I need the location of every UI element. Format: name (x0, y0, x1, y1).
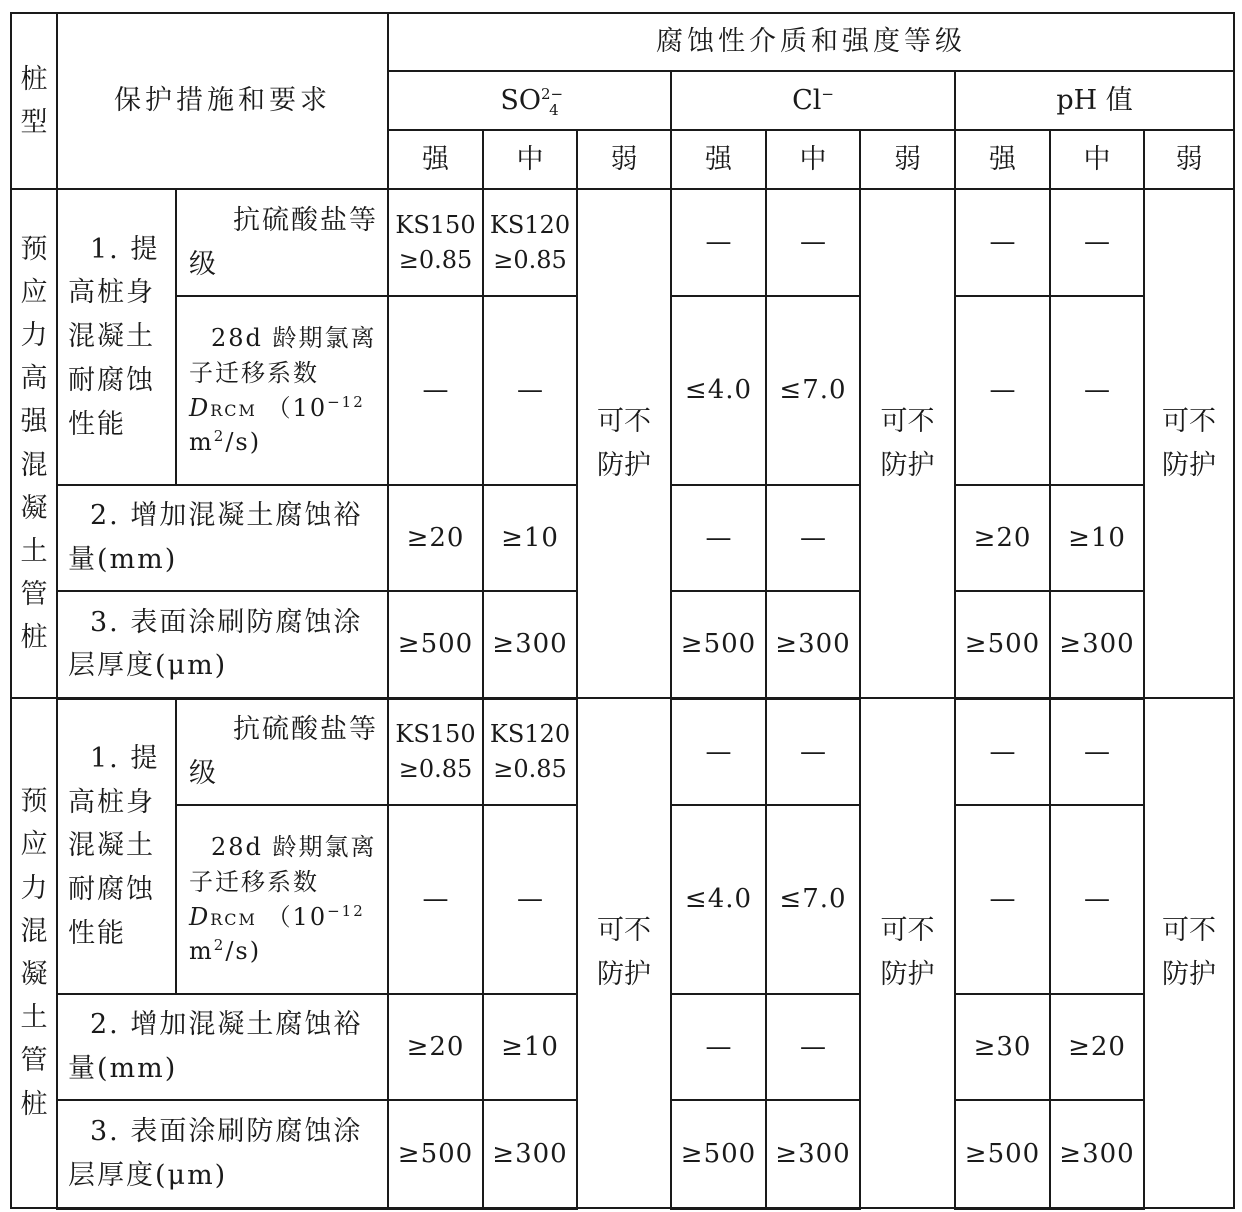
s2-allowance-so4-strong: ≥20 (388, 994, 483, 1100)
s1-cl-weak: 可不防护 (860, 189, 955, 698)
header-measures: 保护措施和要求 (57, 13, 388, 189)
header-cl: Cl− (671, 71, 955, 130)
s1-coating-so4-strong: ≥500 (388, 591, 483, 698)
s1-sulfate-ph-strong: — (955, 189, 1050, 296)
s1-so4-weak: 可不防护 (577, 189, 671, 698)
s1-sulfate-cl-medium: — (766, 189, 860, 296)
grade-cl-strong: 强 (671, 130, 766, 189)
s2-coating-so4-medium: ≥300 (483, 1100, 577, 1208)
s2-sulfate-ph-strong: — (955, 698, 1050, 805)
s1-sulfate-row (11, 189, 1234, 296)
s1-allowance-cl-medium: — (766, 485, 860, 591)
s1-coating-cl-strong: ≥500 (671, 591, 766, 698)
s2-measure1: 1. 提高桩身混凝土耐腐蚀性能 (57, 698, 176, 994)
s1-coating-cl-medium: ≥300 (766, 591, 860, 698)
s1-chloride-so4-medium: — (483, 296, 577, 485)
s2-coating-cl-strong: ≥500 (671, 1100, 766, 1208)
grade-cl-medium: 中 (766, 130, 860, 189)
header-ph: pH 值 (955, 71, 1234, 130)
s2-sulfate-cl-strong: — (671, 698, 766, 805)
s2-sulfate-so4-strong: KS150 ≥0.85 (388, 698, 483, 805)
s1-coating-ph-strong: ≥500 (955, 591, 1050, 698)
s2-sulfate-label: 抗硫酸盐等级 (176, 698, 388, 805)
header-so4: $SO^{2-}_4$ (388, 71, 671, 130)
s2-coating-ph-strong: ≥500 (955, 1100, 1050, 1208)
s2-pile-type: 预应力混凝土管桩 (11, 698, 57, 1208)
s2-chloride-so4-medium: — (483, 805, 577, 994)
s2-ph-weak: 可不防护 (1144, 698, 1234, 1208)
s2-chloride-cl-medium: ≤7.0 (766, 805, 860, 994)
corrosion-protection-table (10, 12, 1235, 1210)
s2-measure2: 2. 增加混凝土腐蚀裕量(mm) (57, 994, 388, 1100)
s2-sulfate-row (11, 698, 1234, 805)
s1-coating-so4-medium: ≥300 (483, 591, 577, 698)
s1-chloride-ph-strong: — (955, 296, 1050, 485)
s2-coating-so4-strong: ≥500 (388, 1100, 483, 1208)
s2-chloride-so4-strong: — (388, 805, 483, 994)
s1-allowance-ph-strong: ≥20 (955, 485, 1050, 591)
s2-allowance-ph-strong: ≥30 (955, 994, 1050, 1100)
s1-sulfate-label: 抗硫酸盐等级 (176, 189, 388, 296)
s1-chloride-so4-strong: — (388, 296, 483, 485)
s2-so4-weak: 可不防护 (577, 698, 671, 1208)
grade-so4-strong: 强 (388, 130, 483, 189)
s1-chloride-cl-medium: ≤7.0 (766, 296, 860, 485)
s1-chloride-cl-strong: ≤4.0 (671, 296, 766, 485)
s1-ph-weak: 可不防护 (1144, 189, 1234, 698)
s1-chloride-label: 28d 龄期氯离子迁移系数 DRCM （$10^{-12}$ $m^2/s$) (176, 296, 388, 485)
header-pile-type: 桩型 (11, 13, 57, 189)
s2-chloride-label: 28d 龄期氯离子迁移系数 DRCM （$10^{-12}$ $m^2/s$) (176, 805, 388, 994)
header-row-1 (11, 13, 1234, 71)
s2-sulfate-so4-medium: KS120 ≥0.85 (483, 698, 577, 805)
s1-measure1: 1. 提高桩身混凝土耐腐蚀性能 (57, 189, 176, 485)
s2-allowance-cl-medium: — (766, 994, 860, 1100)
s1-allowance-so4-strong: ≥20 (388, 485, 483, 591)
s1-sulfate-so4-strong: KS150 ≥0.85 (388, 189, 483, 296)
s1-chloride-ph-medium: — (1050, 296, 1144, 485)
s2-cl-weak: 可不防护 (860, 698, 955, 1208)
s1-measure2: 2. 增加混凝土腐蚀裕量(mm) (57, 485, 388, 591)
grade-so4-weak: 弱 (577, 130, 671, 189)
s1-pile-type: 预应力高强混凝土管桩 (11, 189, 57, 698)
s1-coating-ph-medium: ≥300 (1050, 591, 1144, 698)
s1-measure3: 3. 表面涂刷防腐蚀涂层厚度(μm) (57, 591, 388, 698)
s1-sulfate-ph-medium: — (1050, 189, 1144, 296)
s1-sulfate-so4-medium: KS120 ≥0.85 (483, 189, 577, 296)
header-medium-title: 腐蚀性介质和强度等级 (388, 13, 1234, 71)
grade-ph-medium: 中 (1050, 130, 1144, 189)
grade-ph-strong: 强 (955, 130, 1050, 189)
grade-cl-weak: 弱 (860, 130, 955, 189)
grade-so4-medium: 中 (483, 130, 577, 189)
s2-coating-cl-medium: ≥300 (766, 1100, 860, 1208)
s1-sulfate-cl-strong: — (671, 189, 766, 296)
s2-allowance-cl-strong: — (671, 994, 766, 1100)
s2-chloride-ph-medium: — (1050, 805, 1144, 994)
s2-measure3: 3. 表面涂刷防腐蚀涂层厚度(μm) (57, 1100, 388, 1208)
grade-ph-weak: 弱 (1144, 130, 1234, 189)
s2-sulfate-ph-medium: — (1050, 698, 1144, 805)
s2-sulfate-cl-medium: — (766, 698, 860, 805)
s2-allowance-so4-medium: ≥10 (483, 994, 577, 1100)
s2-chloride-cl-strong: ≤4.0 (671, 805, 766, 994)
s2-coating-ph-medium: ≥300 (1050, 1100, 1144, 1208)
s1-allowance-ph-medium: ≥10 (1050, 485, 1144, 591)
s2-allowance-ph-medium: ≥20 (1050, 994, 1144, 1100)
s1-allowance-cl-strong: — (671, 485, 766, 591)
s2-chloride-ph-strong: — (955, 805, 1050, 994)
s1-allowance-so4-medium: ≥10 (483, 485, 577, 591)
